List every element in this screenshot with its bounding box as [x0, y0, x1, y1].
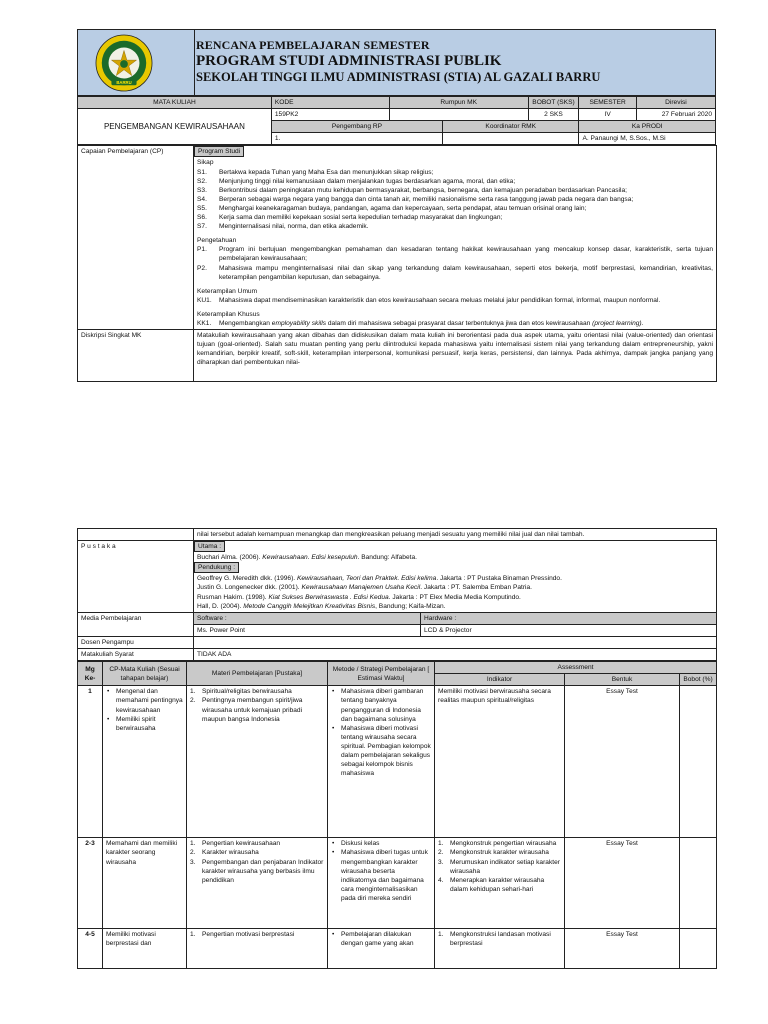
ref-pendukung-3: Rusman Hakim. (1998). Kiat Sukses Berwiraswasta . Edisi Kedua. Jakarta : PT Elex Media Media Komputindo. — [197, 593, 521, 601]
rps-page-1 — [77, 29, 716, 382]
cp-prodi-tag: Program Studi — [194, 146, 244, 157]
rumpun-value — [389, 109, 528, 121]
cp-item: KU1. Mahasiswa dapat mendiseminasikan karakteristik dan etos kewirausahaan secara meluas melalui jalur pendidikan formal, informal, maupun nonformal. — [197, 296, 661, 304]
weekly-plan-table — [77, 661, 717, 969]
pustaka-label: P u s t a k a — [78, 541, 194, 613]
numbered-item: 1. Spiritual/religitas berwirausaha — [190, 688, 292, 696]
plan-row — [78, 686, 717, 838]
institution-title: SEKOLAH TINGGI ILMU ADMINISTRASI (STIA) AL GAZALI BARRU — [196, 70, 601, 84]
header-matkul: MATA KULIAH — [78, 97, 272, 109]
logo-barru-text: BARRU — [116, 79, 132, 85]
header-rumpun: Rumpun MK — [389, 97, 528, 109]
syarat-label: Matakuliah Syarat — [78, 649, 194, 661]
kaprodi-value: A. Panaungi M, S.Sos., M.Si — [579, 133, 716, 145]
numbered-item: 1. Pengertian motivasi berprestasi — [190, 931, 295, 939]
cp-item: S4. Berperan sebagai warga negara yang bangga dan cinta tanah air, memiliki nasionalisme serta rasa tanggung jawab pada negara dan bangsa; — [197, 195, 634, 203]
bullet-item: • Memiliki spirit berwirausaha — [106, 715, 183, 733]
pengetahuan-list — [197, 245, 713, 281]
media-label: Media Pembelajaran — [78, 612, 194, 636]
cp-item: S3. Berkontribusi dalam peningkatan mutu kehidupan bermasyarakat, berbangsa, bernegara, dan kemajuan peradaban berdasarkan Pancasila; — [197, 186, 627, 194]
bentuk-cell: Essay Test — [565, 838, 680, 929]
kk-item: KK1. Mengembangkan employability skills dalam diri mahasiswa sebagai prasyarat dasar terbentuknya jiwa dan etos kewirausahaan (project learning). — [197, 319, 644, 327]
revision-date: 27 Februari 2020 — [636, 109, 715, 121]
software-header: Software : — [194, 612, 421, 624]
header-pengembang: Pengembang RP — [271, 121, 442, 133]
rps-page-2 — [77, 528, 716, 969]
cp-item: S5. Menghargai keanekaragaman budaya, pandangan, agama dan kepercayaan, serta pendapat, atau temuan orisinal orang lain; — [197, 204, 587, 212]
document-header — [77, 29, 716, 96]
software-value: Ms. Power Point — [194, 624, 421, 636]
ku-list — [197, 296, 713, 305]
kk-title: Keterampilan Khusus — [197, 310, 260, 318]
header-bobot: BOBOT (SKS) — [528, 97, 579, 109]
references-table — [77, 528, 717, 661]
doc-title: RENCANA PEMBELAJARAN SEMESTER — [196, 38, 430, 52]
hardware-header: Hardware : — [421, 612, 717, 624]
numbered-item: 2. Mengkonstruk karakter wirausaha — [438, 849, 549, 857]
metode-cell — [328, 686, 435, 838]
indikator-cell — [435, 929, 565, 969]
cp-item: S6. Kerja sama dan memiliki kepekaan sosial serta kepedulian terhadap masyarakat dan lingkungan; — [197, 214, 503, 222]
plan-row — [78, 929, 717, 969]
course-semester: IV — [579, 109, 636, 121]
numbered-item: 1. Mengkonstruk pengertian wirausaha — [438, 840, 557, 848]
bentuk-cell: Essay Test — [565, 929, 680, 969]
cp-item: P2. Mahasiswa mampu menginternalisasi nilai dan sikap yang terkandung dalam kewirausahaan, seperti etos bekerja, motif berprestasi, kemandirian, kreativitas, keterampilan pengambilan keputusan, dan sebagainya. — [197, 264, 713, 281]
col-mg: Mg Ke- — [78, 662, 103, 686]
sikap-list — [197, 168, 713, 232]
plan-row — [78, 838, 717, 929]
header-direvisi: Direvisi — [636, 97, 715, 109]
cp-item: S1. Bertakwa kepada Tuhan yang Maha Esa dan menunjukkan sikap religius; — [197, 168, 434, 176]
bullet-item: • Diskusi kelas — [331, 839, 431, 848]
materi-cell — [187, 838, 328, 929]
col-bobot: Bobot (%) — [680, 674, 717, 686]
bobot-cell — [680, 686, 717, 838]
ref-pendukung-2: Justin G. Longenecker dkk. (2001). Kewirausahaan Manajemen Usaha Kecil. Jakarta : PT. Salemba Emban Patria. — [197, 584, 533, 592]
course-name: PENGEMBANGAN KEWIRAUSAHAAN — [78, 109, 272, 145]
materi-cell — [187, 686, 328, 838]
cp-item: P1. Program ini bertujuan mengembangkan pemahaman dan kesadaran tentang hakikat kewirausahaan yang mencakup konsep dasar, karakteristik, serta tujuan pembelajaran kewirausahaan; — [197, 246, 713, 263]
desc-label: Diskripsi Singkat MK — [78, 330, 194, 382]
cp-cell: Memahami dan memiliki karakter seorang wirausaha — [103, 838, 187, 929]
ref-pendukung-4: Hall, D. (2004). Metode Canggih Melejitkan Kreativitas Bisnis, Bandung; Kaifa-Mizan. — [197, 602, 446, 610]
cp-cell — [103, 686, 187, 838]
ku-title: Keterampilan Umum — [197, 287, 258, 295]
col-assessment: Assessment — [435, 662, 717, 674]
course-sks: 2 SKS — [528, 109, 579, 121]
header-koordinator: Koordinator RMK — [442, 121, 578, 133]
header-kaprodi: Ka PRODI — [579, 121, 716, 133]
header-semester: SEMESTER — [579, 97, 636, 109]
cp-cell: Memiliki motivasi berprestasi dan — [103, 929, 187, 969]
bullet-item: • Mengenal dan memahami pentingnya kewirausahaan — [106, 687, 183, 714]
desc-continued: nilai tersebut adalah kemampuan menangkap dan mengkreasikan peluang menjadi sesuatu yang memiliki nilai jual dan nilai tambah. — [194, 529, 717, 541]
col-cp: CP-Mata Kuliah (Sesuai tahapan belajar) — [103, 662, 187, 686]
pengembang-value: 1. — [271, 133, 442, 145]
course-info-table — [77, 96, 716, 145]
week-number: 2-3 — [78, 838, 103, 929]
header-kode: KODE — [271, 97, 389, 109]
koordinator-value — [442, 133, 578, 145]
cp-item: S7. Menginternalisasi nilai, norma, dan etika akademik. — [197, 223, 369, 231]
syarat-value: TIDAK ADA — [194, 649, 717, 661]
materi-cell — [187, 929, 328, 969]
indikator-cell — [435, 838, 565, 929]
bullet-item: • Pembelajaran dilakukan dengan game yang akan — [331, 930, 431, 948]
bullet-item: • Mahasiswa diberi tugas untuk mengembangkan karakter wirausaha beserta indikatornya dan bagaimana cara menginternalisasikan pada diri mereka sendiri — [331, 848, 431, 903]
numbered-item: 2. Karakter wirausaha — [190, 849, 259, 857]
bobot-cell — [680, 838, 717, 929]
pustaka-pendukung-tag: Pendukung : — [194, 562, 239, 573]
numbered-item: 3. Pengembangan dan penjabaran Indikator karakter wirausaha yang berbasis ilmu pendidikan — [190, 858, 324, 884]
course-code: 159PK2 — [271, 109, 389, 121]
hardware-value: LCD & Projector — [421, 624, 717, 636]
bullet-item: • Mahasiswa diberi gambaran tentang banyaknya pengangguran di Indonesia dan bagaimana solusinya — [331, 687, 431, 723]
cp-item: S2. Menjunjung tinggi nilai kemanusiaan dalam menjalankan tugas berdasarkan agama, moral, dan etika; — [197, 177, 516, 185]
bentuk-cell: Essay Test — [565, 686, 680, 838]
col-materi: Materi Pembelajaran [Pustaka] — [187, 662, 328, 686]
ref-utama-1: Buchari Alma. (2006). Kewirausahaan. Edisi kesepuluh. Bandung: Alfabeta. — [197, 554, 417, 562]
cp-table — [77, 145, 717, 382]
indikator-cell: Memiliki motivasi berwirausaha secara realitas maupun spiritual/religitas — [435, 686, 565, 838]
dosen-label: Dosen Pengampu — [78, 636, 194, 648]
pustaka-utama-tag: Utama : — [194, 541, 225, 552]
metode-cell — [328, 929, 435, 969]
dosen-value — [194, 636, 717, 648]
numbered-item: 3. Merumuskan indikator setiap karakter wirausaha — [438, 858, 560, 875]
college-logo-icon — [95, 34, 153, 92]
numbered-item: 1. Pengertian kewirausahaan — [190, 840, 281, 848]
metode-cell — [328, 838, 435, 929]
col-bentuk: Bentuk — [565, 674, 680, 686]
col-metode: Metode / Strategi Pembelajaran [ Estimasi Waktu] — [328, 662, 435, 686]
week-number: 4-5 — [78, 929, 103, 969]
numbered-item: 1. Mengkonstruksi landasan motivasi berprestasi — [438, 931, 551, 948]
cp-label: Capaian Pembelajaran (CP) — [78, 146, 194, 330]
numbered-item: 4. Menerapkan karakter wirausaha dalam kehidupan sehari-hari — [438, 876, 545, 893]
sikap-title: Sikap — [197, 159, 214, 167]
bobot-cell — [680, 929, 717, 969]
col-indikator: Indikator — [435, 674, 565, 686]
bullet-item: • Mahasiswa diberi motivasi tentang wirausaha secara spiritual. Pembagian kelompok dalam pembelajaran sekaligus sebagai kelompok bisnis mahasiswa — [331, 724, 431, 779]
program-title: PROGRAM STUDI ADMINISTRASI PUBLIK — [196, 53, 502, 69]
numbered-item: 2. Pentingnya membangun spirit/jiwa wirausaha untuk kemajuan pribadi maupun bangsa Indonesia — [190, 697, 303, 723]
pengetahuan-title: Pengetahuan — [197, 237, 237, 245]
ref-pendukung-1: Geoffrey G. Meredith dkk. (1996). Kewirausahaan, Teori dan Praktek. Edisi kelima. Jakarta : PT Pustaka Binaman Pressindo. — [197, 575, 562, 583]
desc-text: Matakuliah kewirausahaan yang akan dibahas dan didiskusikan dalam mata kuliah ini berorientasi pada dua aspek utama, yaitu orientasi nilai (value-oriented) dan orientasi tujuan (goal-oriented). Salah satu muatan penting yang perlu diintroduksi kepada mahasiswa yaitu internalisasi sistem nilai yang terkandung dalam entrepreneurship, yakni kemandirian, berpikir kreatif, soft-skill, keterampilan interpersonal, komunikasi persuasif, kerja keras, persistensi, dan lainnya. Pada akhirnya, dampak jangka panjang yang diharapkan dari pembentukan nilai- — [194, 330, 717, 382]
week-number: 1 — [78, 686, 103, 838]
